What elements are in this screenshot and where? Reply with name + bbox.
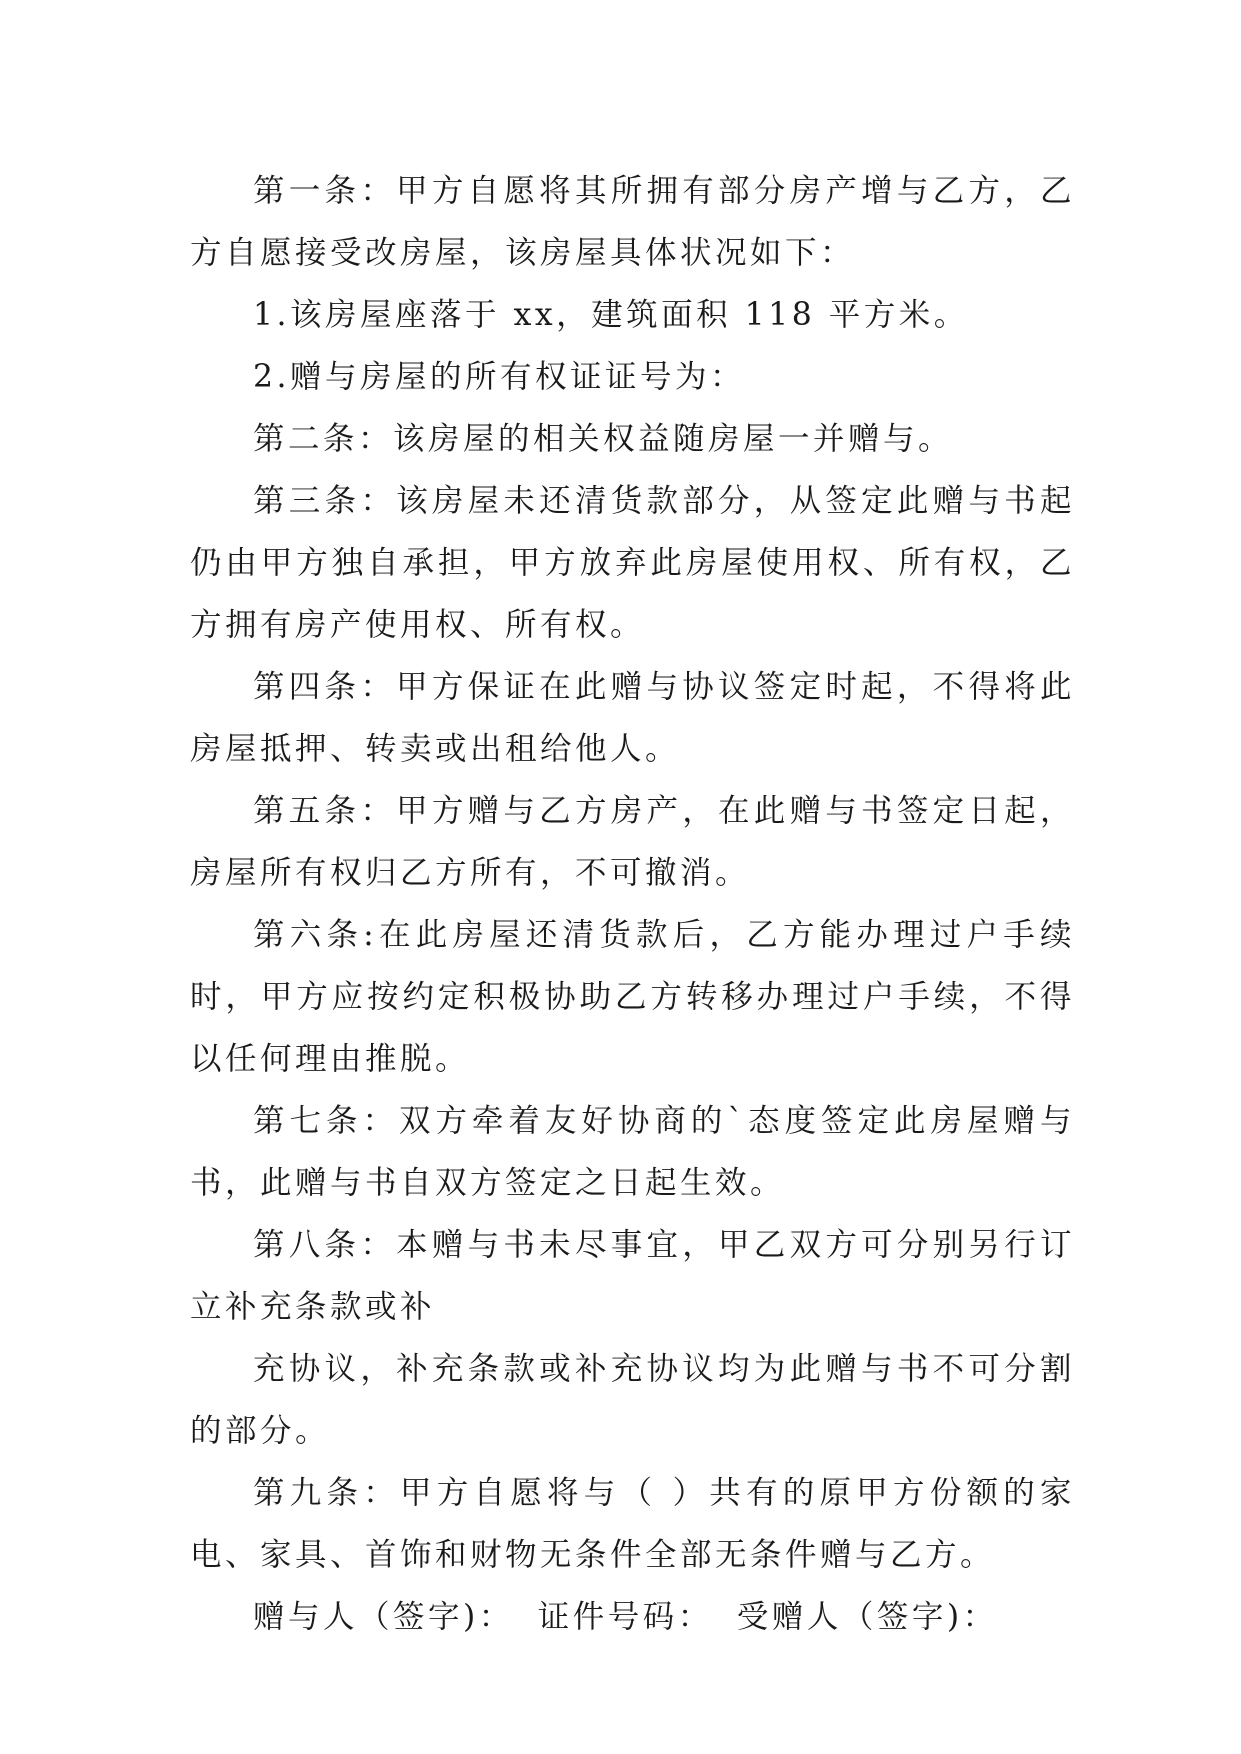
article-9: 第九条：甲方自愿将与（ ）共有的原甲方份额的家电、家具、首饰和财物无条件全部无条件赠与乙方。 <box>190 1475 1075 1573</box>
article-3: 第三条：该房屋未还清货款部分，从签定此赠与书起仍由甲方独自承担，甲方放弃此房屋使用权、所有权，乙方拥有房产使用权、所有权。 <box>190 483 1075 643</box>
recipient-signature-label: 受赠人（签字)： <box>736 1599 998 1635</box>
article-7: 第七条：双方牵着友好协商的`态度签定此房屋赠与书，此赠与书自双方签定之日起生效。 <box>190 1103 1075 1201</box>
article-8-continued: 充协议，补充条款或补充协议均为此赠与书不可分割的部分。 <box>190 1351 1075 1449</box>
article-5: 第五条：甲方赠与乙方房产，在此赠与书签定日起，房屋所有权归乙方所有，不可撤消。 <box>190 793 1075 891</box>
article-1: 第一条：甲方自愿将其所拥有部分房产增与乙方，乙方自愿接受改房屋，该房屋具体状况如下： <box>190 173 1075 271</box>
article-1-item-1: 1.该房屋座落于 xx，建筑面积 118 平方米。 <box>253 297 969 333</box>
article-1-item-2: 2.赠与房屋的所有权证证号为： <box>253 359 746 395</box>
article-4: 第四条：甲方保证在此赠与协议签定时起，不得将此房屋抵押、转卖或出租给他人。 <box>190 669 1075 767</box>
signature-line <box>190 1586 1075 1648</box>
document-page <box>190 160 1075 1648</box>
article-6: 第六条:在此房屋还清货款后，乙方能办理过户手续时，甲方应按约定积极协助乙方转移办理过户手续，不得以任何理由推脱。 <box>190 917 1075 1077</box>
article-8: 第八条：本赠与书未尽事宜，甲乙双方可分别另行订立补充条款或补 <box>190 1227 1075 1325</box>
article-2: 第二条：该房屋的相关权益随房屋一并赠与。 <box>253 421 954 457</box>
donor-signature-label: 赠与人（签字)： <box>253 1599 514 1635</box>
id-number-label: 证件号码： <box>537 1599 713 1635</box>
